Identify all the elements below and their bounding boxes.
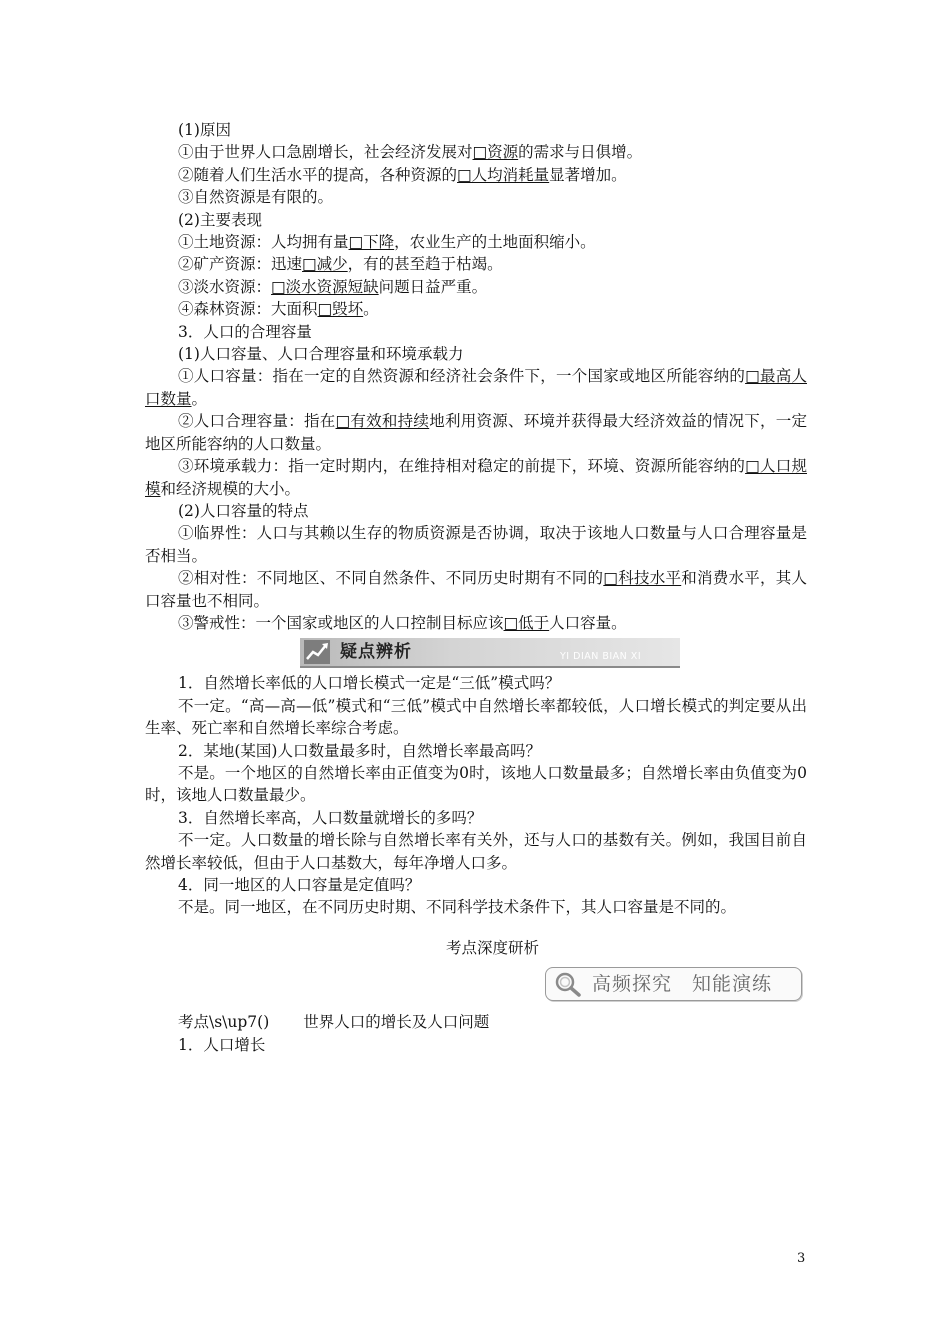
section-3-heading: 3．人口的合理容量 (178, 322, 312, 341)
reason-title: (1)原因 (178, 121, 231, 139)
capacity-definition: ①人口容量：指在一定的自然资源和经济社会条件下，一个国家或地区所能容纳的□最高人口数量。 (145, 367, 807, 408)
subsection-capacity: (1)人口容量、人口合理容量和环境承载力 (178, 345, 464, 364)
answer-2: 不是。一个地区的自然增长率由正值变为0时，该地人口数量最多；自然增长率由负值变为0时，该地人口数量最少。 (145, 763, 807, 805)
blank-answer: □人口规模 (145, 457, 807, 498)
blank-answer: □减少 (302, 255, 348, 274)
trend-chart-icon (303, 639, 331, 665)
kaodian-title: 世界人口的增长及人口问题 (303, 1013, 490, 1032)
carrying-capacity-definition: ③环境承载力：指一定时期内，在维持相对稳定的前提下，环境、资源所能容纳的□人口规模和经济规模的大小。 (145, 457, 807, 498)
answer-4: 不是。同一地区，在不同历史时期、不同科学技术条件下，其人口容量是不同的。 (178, 898, 737, 917)
main-performance-title: (2)主要表现 (178, 210, 262, 229)
blank-answer: □资源 (472, 143, 519, 162)
blank-answer: □有效和持续 (335, 412, 430, 431)
performance-4: ④森林资源：大面积□毁坏。 (178, 300, 379, 319)
question-4: 4．同一地区的人口容量是定值吗？ (178, 876, 421, 894)
kaodian-line (145, 1011, 807, 1033)
practice-pill (545, 967, 802, 1001)
banner-pinyin: YI DIAN BIAN XI (560, 651, 642, 663)
blank-answer: □最高人口数量 (145, 367, 807, 408)
blank-answer: □人均消耗量 (457, 165, 550, 184)
question-1: 1．自然增长率低的人口增长模式一定是“三低”模式吗？ (178, 674, 561, 693)
reason-2: ②随着人们生活水平的提高，各种资源的□人均消耗量显著增加。 (178, 165, 627, 184)
reasonable-capacity-definition: ②人口合理容量：指在□有效和持续地利用资源、环境并获得最大经济效益的情况下，一定地区所能容纳的人口数量。 (145, 412, 807, 453)
section-title: 考点深度研析 (445, 938, 539, 957)
reason-3: ③自然资源是有限的。 (178, 188, 334, 207)
document-body (145, 119, 807, 1056)
performance-1: ①土地资源：人均拥有量□下降，农业生产的土地面积缩小。 (178, 233, 596, 252)
magnifier-icon (552, 971, 584, 997)
performance-2: ②矿产资源：迅速□减少，有的甚至趋于枯竭。 (178, 255, 503, 274)
kaodian-label: 考点\s\up7() (178, 1013, 270, 1032)
blank-answer: □科技水平 (603, 569, 682, 588)
practice-header (145, 965, 807, 1011)
banner-title: 疑点辨析 (340, 642, 412, 663)
answer-3: 不一定。人口数量的增长除与自然增长率有关外，还与人口的基数有关。例如，我国目前自然增长率较低，但由于人口基数大，每年净增人口多。 (145, 831, 807, 872)
question-3: 3．自然增长率高，人口数量就增长的多吗？ (178, 808, 483, 827)
answer-1: 不一定。“高—高—低”模式和“三低”模式中自然增长率都较低，人口增长模式的判定要从出生率、死亡率和自然增长率综合考虑。 (145, 696, 807, 738)
feature-warning: ③警戒性：一个国家或地区的人口控制目标应该□低于人口容量。 (178, 613, 627, 632)
blank-answer: □毁坏 (317, 300, 364, 319)
item-1-heading: 1．人口增长 (178, 1035, 266, 1054)
doubt-analysis-banner (145, 636, 807, 669)
feature-relative: ②相对性：不同地区、不同自然条件、不同历史时期有不同的□科技水平和消费水平，其人口容量也不相同。 (145, 569, 807, 610)
practice-pill-text: 高频探究 知能演练 (592, 973, 773, 996)
reason-1: ①由于世界人口急剧增长，社会经济发展对□资源的需求与日俱增。 (178, 143, 643, 162)
page-number: 3 (797, 1251, 806, 1266)
subsection-features: (2)人口容量的特点 (178, 501, 309, 520)
blank-answer: □低于 (503, 613, 550, 632)
question-2: 2．某地(某国)人口数量最多时，自然增长率最高吗？ (178, 741, 541, 760)
performance-3: ③淡水资源：□淡水资源短缺问题日益严重。 (178, 277, 488, 296)
blank-answer: □下降 (348, 233, 395, 252)
blank-answer: □淡水资源短缺 (271, 277, 379, 296)
feature-critical: ①临界性：人口与其赖以生存的物质资源是否协调，取决于该地人口数量与人口合理容量是否相当。 (145, 524, 807, 565)
